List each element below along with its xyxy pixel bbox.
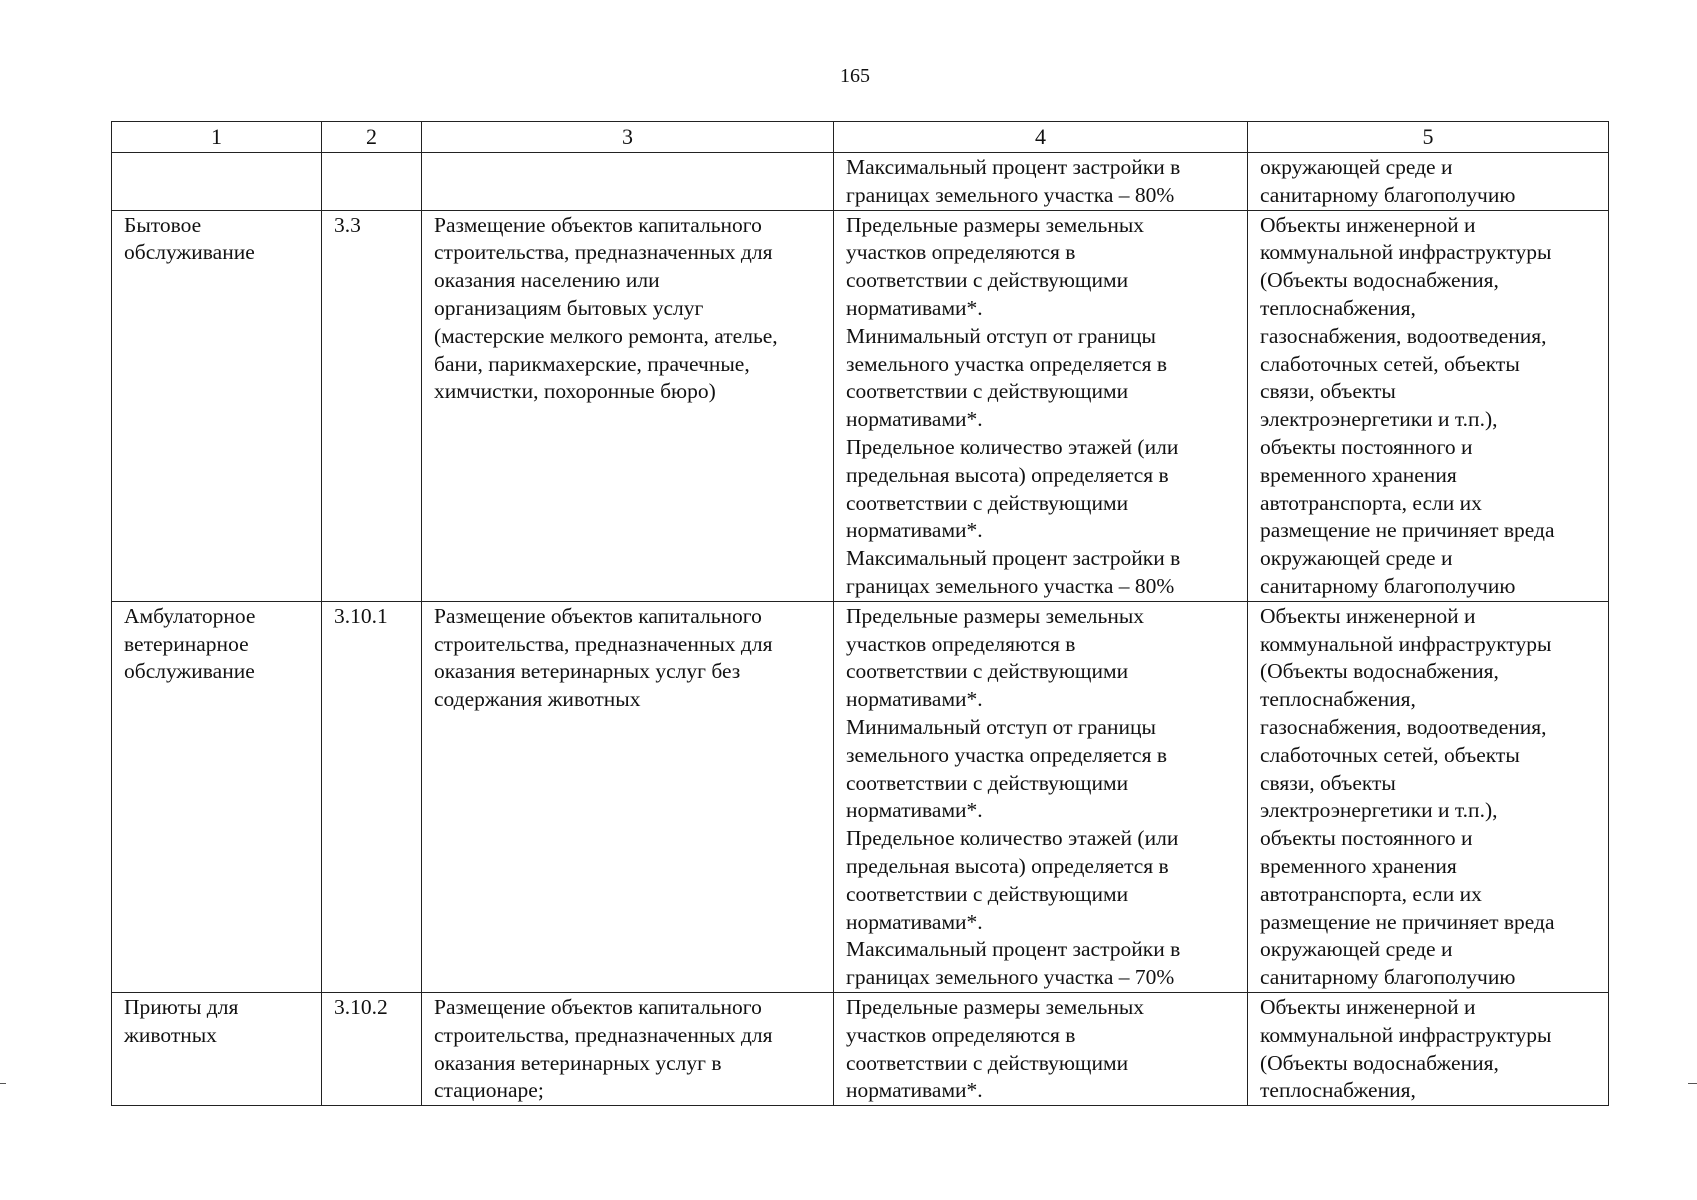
use-description-cell [422, 153, 834, 211]
page-number: 165 [840, 65, 870, 87]
permitted-objects-cell: Объекты инженерной и коммунальной инфраструктуры (Объекты водоснабжения, теплоснабжения, газоснабжения, водоотведения, слаботочных сетей, объекты связи, объекты электроэнергетики и т.п.), объекты постоянного и временного хранения автотранспорта, если их размещение не причиняет вреда окружающей среде и санитарному благополучию [1248, 601, 1609, 992]
table-row [112, 601, 1609, 992]
table-row [112, 210, 1609, 601]
column-header: 3 [422, 122, 834, 153]
use-description-cell: Размещение объектов капитального строительства, предназначенных для оказания населению или организациям бытовых услуг (мастерские мелкого ремонта, ателье, бани, парикмахерские, прачечные, химчистки, похоронные бюро) [422, 210, 834, 601]
table-row [112, 992, 1609, 1105]
permitted-objects-cell: Объекты инженерной и коммунальной инфраструктуры (Объекты водоснабжения, теплоснабжения, газоснабжения, водоотведения, слаботочных сетей, объекты связи, объекты электроэнергетики и т.п.), объекты постоянного и временного хранения автотранспорта, если их размещение не причиняет вреда окружающей среде и санитарному благополучию [1248, 210, 1609, 601]
parameters-cell: Предельные размеры земельных участков определяются в соответствии с действующими нормативами*. [834, 992, 1248, 1105]
table-row [112, 153, 1609, 211]
parameters-cell: Предельные размеры земельных участков определяются в соответствии с действующими нормативами*. Минимальный отступ от границы земельного участка определяется в соответствии с действующими нормативами*. Предельное количество этажей (или предельная высота) определяется в соответствии с действующими нормативами*. Максимальный процент застройки в границах земельного участка – 70% [834, 601, 1248, 992]
column-header: 4 [834, 122, 1248, 153]
use-name-cell: Амбулаторное ветеринарное обслуживание [112, 601, 322, 992]
right-margin-mark [1688, 1083, 1697, 1084]
left-margin-mark [0, 1083, 6, 1084]
zoning-table [111, 121, 1609, 1106]
use-description-cell: Размещение объектов капитального строительства, предназначенных для оказания ветеринарных услуг без содержания животных [422, 601, 834, 992]
permitted-objects-cell: окружающей среде и санитарному благополучию [1248, 153, 1609, 211]
column-header: 1 [112, 122, 322, 153]
use-name-cell: Бытовое обслуживание [112, 210, 322, 601]
permitted-objects-cell: Объекты инженерной и коммунальной инфраструктуры (Объекты водоснабжения, теплоснабжения, [1248, 992, 1609, 1105]
parameters-cell: Максимальный процент застройки в границах земельного участка – 80% [834, 153, 1248, 211]
parameters-cell: Предельные размеры земельных участков определяются в соответствии с действующими нормативами*. Минимальный отступ от границы земельного участка определяется в соответствии с действующими нормативами*. Предельное количество этажей (или предельная высота) определяется в соответствии с действующими нормативами*. Максимальный процент застройки в границах земельного участка – 80% [834, 210, 1248, 601]
use-name-cell [112, 153, 322, 211]
use-name-cell: Приюты для животных [112, 992, 322, 1105]
use-code-cell: 3.3 [322, 210, 422, 601]
use-description-cell: Размещение объектов капитального строительства, предназначенных для оказания ветеринарных услуг в стационаре; [422, 992, 834, 1105]
column-header: 2 [322, 122, 422, 153]
use-code-cell: 3.10.2 [322, 992, 422, 1105]
use-code-cell [322, 153, 422, 211]
table-header-row [112, 122, 1609, 153]
use-code-cell: 3.10.1 [322, 601, 422, 992]
column-header: 5 [1248, 122, 1609, 153]
